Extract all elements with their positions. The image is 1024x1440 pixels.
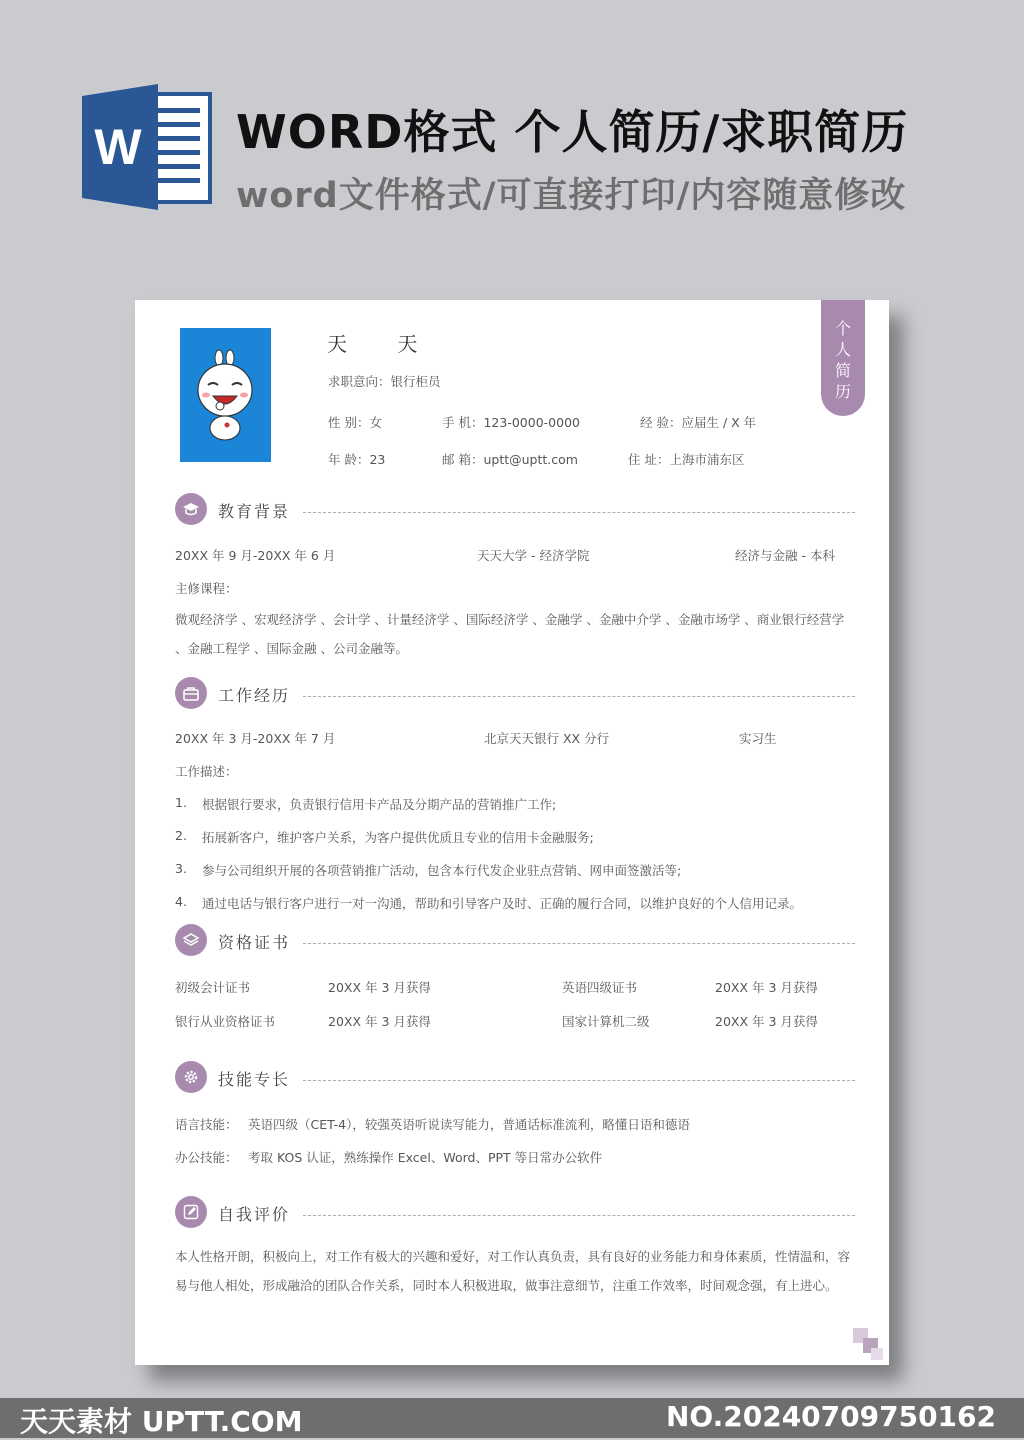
section-title: 自我评价 (218, 1205, 291, 1224)
section-title: 教育背景 (218, 502, 291, 521)
section-divider (303, 696, 855, 697)
work-period: 20XX 年 3 月-20XX 年 7 月 (175, 731, 336, 746)
edu-courses: 微观经济学 、宏观经济学 、会计学 、计量经济学 、国际经济学 、金融学 、金融中介学 、金融市场学 、商业银行经营学 、金融工程学 、国际金融 、公司金融等。 (175, 612, 845, 656)
pencil-icon (175, 1196, 207, 1228)
layers-icon (175, 924, 207, 956)
graduation-cap-icon (175, 493, 207, 525)
footer-number: NO.20240709750162 (665, 1400, 996, 1433)
work-item-number: 2. (175, 828, 187, 843)
info-age: 年 龄：23 (328, 452, 386, 467)
skill-language-label: 语言技能： (175, 1117, 238, 1132)
edu-major: 经济与金融 - 本科 (735, 548, 835, 563)
briefcase-icon (175, 677, 207, 709)
section-certificates-heading (175, 924, 855, 956)
section-title: 资格证书 (218, 933, 291, 952)
cert-name: 初级会计证书 (175, 980, 251, 995)
resume-tag-char: 历 (834, 382, 851, 401)
section-skills-heading (175, 1061, 855, 1093)
work-item-text: 根据银行要求，负责银行信用卡产品及分期产品的营销推广工作; (202, 797, 557, 812)
work-company: 北京天天银行 XX 分行 (484, 731, 610, 746)
info-phone: 手 机：123-0000-0000 (442, 415, 580, 430)
skill-office-label: 办公技能： (175, 1150, 238, 1165)
profile-photo (180, 328, 271, 462)
candidate-name: 天 天 (327, 332, 440, 356)
section-divider (303, 1215, 855, 1216)
cert-date: 20XX 年 3 月获得 (715, 980, 818, 995)
self-eval-text: 本人性格开朗，积极向上，对工作有极大的兴趣和爱好，对工作认真负责，具有良好的业务能力和身体素质，性情温和，容易与他人相处，形成融洽的团队合作关系，同时本人积极进取，做事注意细节，注重工作效率，时间观念强，有上进心。 (175, 1249, 851, 1293)
banner-subtitle: word文件格式/可直接打印/内容随意修改 (236, 176, 907, 216)
info-gender: 性 别：女 (328, 415, 382, 430)
word-logo-icon (82, 84, 212, 210)
skill-office: 考取 KOS 认证，熟练操作 Excel、Word、PPT 等日常办公软件 (248, 1150, 603, 1165)
resume-tag-char: 个 (834, 319, 851, 338)
footer-brand: 天天素材 UPTT.COM (20, 1405, 303, 1438)
work-item-number: 1. (175, 795, 187, 810)
work-item-number: 4. (175, 894, 187, 909)
resume-page (135, 300, 889, 1365)
cert-date: 20XX 年 3 月获得 (328, 1014, 431, 1029)
info-email: 邮 箱：uptt@uptt.com (442, 452, 578, 467)
section-divider (303, 943, 855, 944)
section-divider (303, 1080, 855, 1081)
cert-date: 20XX 年 3 月获得 (715, 1014, 818, 1029)
cert-name: 国家计算机二级 (562, 1014, 650, 1029)
cert-date: 20XX 年 3 月获得 (328, 980, 431, 995)
gear-icon (175, 1061, 207, 1093)
info-experience: 经 验：应届生 / X 年 (640, 415, 757, 430)
work-item-text: 拓展新客户，维护客户关系，为客户提供优质且专业的信用卡金融服务; (202, 830, 594, 845)
resume-tag (821, 300, 865, 416)
section-title: 技能专长 (218, 1070, 291, 1089)
section-self-eval-heading (175, 1196, 855, 1228)
section-title: 工作经历 (218, 686, 291, 705)
word-logo-letter: W (94, 119, 142, 175)
work-role: 实习生 (739, 731, 777, 746)
resume-tag-char: 人 (834, 340, 851, 359)
section-education-heading (175, 493, 855, 525)
edu-period: 20XX 年 9 月-20XX 年 6 月 (175, 548, 336, 563)
work-item-number: 3. (175, 861, 187, 876)
edu-courses-label: 主修课程： (175, 581, 238, 596)
section-work-heading (175, 677, 855, 709)
resume-tag-char: 简 (834, 361, 851, 380)
info-address: 住 址：上海市浦东区 (628, 452, 745, 467)
work-item-text: 参与公司组织开展的各项营销推广活动，包含本行代发企业驻点营销、网申面签激活等; (202, 863, 682, 878)
job-objective: 求职意向：银行柜员 (328, 374, 441, 389)
section-divider (303, 512, 855, 513)
cert-name: 英语四级证书 (562, 980, 638, 995)
work-item-text: 通过电话与银行客户进行一对一沟通，帮助和引导客户及时、正确的履行合同，以维护良好的个人信用记录。 (202, 896, 803, 911)
corner-decoration (853, 1328, 887, 1366)
skill-language: 英语四级（CET-4），较强英语听说读写能力，普通话标准流利，略懂日语和德语 (248, 1117, 690, 1132)
footer-bar (0, 1398, 1024, 1438)
cert-name: 银行从业资格证书 (175, 1014, 276, 1029)
banner-title: WORD格式 个人简历/求职简历 (236, 105, 909, 159)
work-desc-label: 工作描述： (175, 764, 238, 779)
edu-school: 天天大学 - 经济学院 (477, 548, 590, 563)
